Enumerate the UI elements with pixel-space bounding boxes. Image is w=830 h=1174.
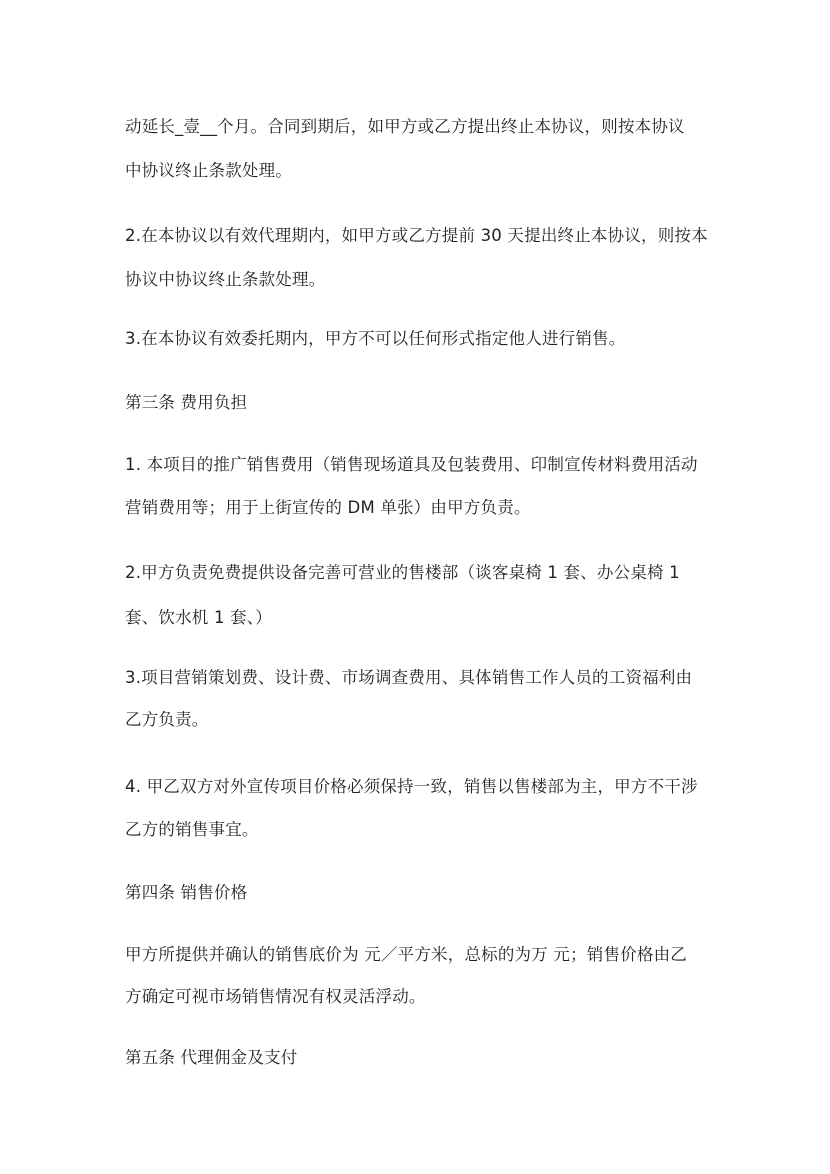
paragraph-line: 乙方负责。	[125, 710, 209, 729]
section-heading: 第四条 销售价格	[125, 883, 248, 902]
paragraph-line: 甲方所提供并确认的销售底价为 元／平方米，总标的为万 元；销售价格由乙	[125, 945, 687, 964]
paragraph-line: 中协议终止条款处理。	[125, 161, 292, 180]
paragraph-line: 2.在本协议以有效代理期内，如甲方或乙方提前 30 天提出终止本协议，则按本	[125, 226, 708, 245]
paragraph-line: 动延长_壹__个月。合同到期后，如甲方或乙方提出终止本协议，则按本协议	[125, 117, 685, 136]
paragraph-line: 乙方的销售事宜。	[125, 820, 259, 839]
paragraph-line: 协议中协议终止条款处理。	[125, 270, 326, 289]
paragraph-line: 营销费用等；用于上街宣传的 DM 单张）由甲方负责。	[125, 498, 531, 517]
paragraph-line: 3.在本协议有效委托期内，甲方不可以任何形式指定他人进行销售。	[125, 329, 626, 348]
paragraph-line: 2.甲方负责免费提供设备完善可营业的售楼部（谈客桌椅 1 套、办公桌椅 1	[125, 563, 680, 582]
paragraph-line: 方确定可视市场销售情况有权灵活浮动。	[125, 987, 426, 1006]
paragraph-line: 1. 本项目的推广销售费用（销售现场道具及包装费用、印制宣传材料费用活动	[125, 455, 698, 474]
section-heading: 第五条 代理佣金及支付	[125, 1048, 298, 1067]
paragraph-line: 套、饮水机 1 套、）	[125, 608, 272, 627]
paragraph-line: 3.项目营销策划费、设计费、市场调查费用、具体销售工作人员的工资福利由	[125, 668, 693, 687]
section-heading: 第三条 费用负担	[125, 393, 248, 412]
paragraph-line: 4. 甲乙双方对外宣传项目价格必须保持一致，销售以售楼部为主，甲方不干涉	[125, 777, 698, 796]
